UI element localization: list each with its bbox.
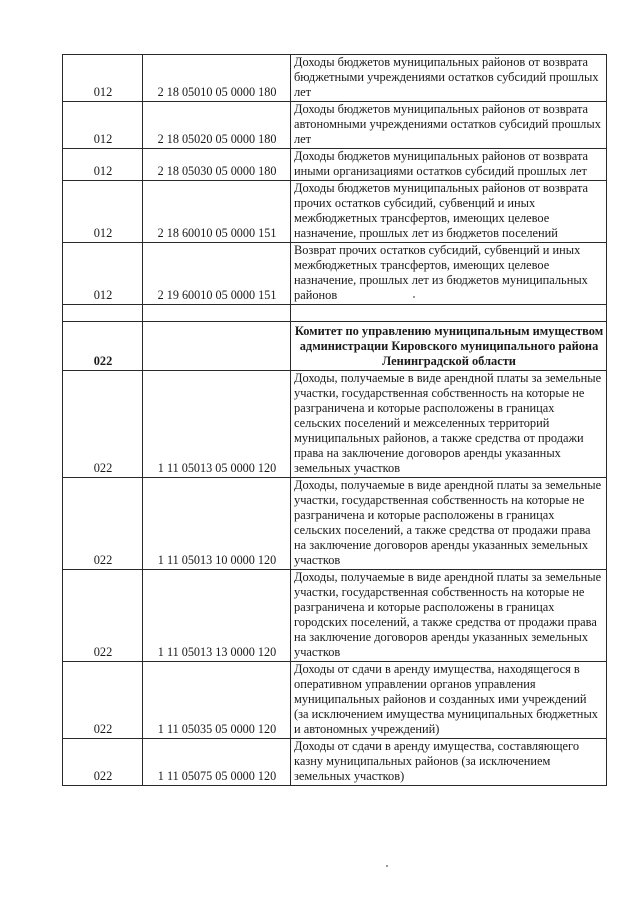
table-row <box>63 371 607 478</box>
admin-code-cell: 022 <box>63 371 143 478</box>
table-row <box>63 570 607 662</box>
section-header-row <box>63 322 607 371</box>
empty-row <box>63 305 607 322</box>
table-row <box>63 55 607 102</box>
table-row <box>63 662 607 739</box>
revenue-name-cell: Доходы бюджетов муниципальных районов от возврата автономными учреждениями остатков субсидий прошлых лет <box>291 102 607 149</box>
admin-code-cell: 012 <box>63 243 143 305</box>
admin-code-cell: 022 <box>63 478 143 570</box>
admin-code-cell: 022 <box>63 739 143 786</box>
kbk-code-cell: 1 11 05013 05 0000 120 <box>143 371 291 478</box>
table-row <box>63 102 607 149</box>
section-title: Комитет по управлению муниципальным имуществом администрации Кировского муниципального района Ленинградской области <box>291 322 607 371</box>
empty-cell <box>291 305 607 322</box>
admin-code-cell: 012 <box>63 149 143 181</box>
admin-code-cell: 012 <box>63 55 143 102</box>
table-row <box>63 739 607 786</box>
table-row <box>63 181 607 243</box>
kbk-code-cell: 2 18 05010 05 0000 180 <box>143 55 291 102</box>
revenue-name-cell: Доходы бюджетов муниципальных районов от возврата иными организациями остатков субсидий прошлых лет <box>291 149 607 181</box>
table-row <box>63 243 607 305</box>
kbk-code-cell: 2 18 60010 05 0000 151 <box>143 181 291 243</box>
admin-code-cell: 012 <box>63 181 143 243</box>
kbk-code-cell: 2 18 05020 05 0000 180 <box>143 102 291 149</box>
admin-code-cell: 022 <box>63 662 143 739</box>
revenue-codes-table <box>62 54 607 786</box>
kbk-code-cell: 2 18 05030 05 0000 180 <box>143 149 291 181</box>
revenue-name-cell: Доходы, получаемые в виде арендной платы за земельные участки, государственная собственность на которые не разграничена и которые расположены в границах городских поселений, а также средства от продажи права на заключение договоров аренды указанных земельных участков <box>291 570 607 662</box>
revenue-name-cell: Доходы бюджетов муниципальных районов от возврата прочих остатков субсидий, субвенций и иных межбюджетных трансфертов, имеющих целевое назначение, прошлых лет из бюджетов поселений <box>291 181 607 243</box>
scan-speck <box>386 865 388 867</box>
revenue-name-cell: Доходы бюджетов муниципальных районов от возврата бюджетными учреждениями остатков субсидий прошлых лет <box>291 55 607 102</box>
kbk-code-cell: 2 19 60010 05 0000 151 <box>143 243 291 305</box>
empty-cell <box>63 305 143 322</box>
section-code-cell <box>143 322 291 371</box>
revenue-name-cell: Доходы, получаемые в виде арендной платы за земельные участки, государственная собственность на которые не разграничена и которые расположены в границах сельских поселений и межселенных территорий муниципальных районов, а также средства от продажи права на заключение договоров аренды указанных земельных участков <box>291 371 607 478</box>
admin-code-cell: 012 <box>63 102 143 149</box>
table-row <box>63 478 607 570</box>
revenue-name-cell: Доходы от сдачи в аренду имущества, составляющего казну муниципальных районов (за исключением земельных участков) <box>291 739 607 786</box>
section-admin-code: 022 <box>63 322 143 371</box>
kbk-code-cell: 1 11 05013 10 0000 120 <box>143 478 291 570</box>
kbk-code-cell: 1 11 05075 05 0000 120 <box>143 739 291 786</box>
kbk-code-cell: 1 11 05013 13 0000 120 <box>143 570 291 662</box>
scan-speck <box>413 296 415 298</box>
revenue-name-cell: Доходы от сдачи в аренду имущества, находящегося в оперативном управлении органов управления муниципальных районов и созданных ими учреждений (за исключением имущества муниципальных бюджетных и автономных учреждений) <box>291 662 607 739</box>
revenue-name-cell: Доходы, получаемые в виде арендной платы за земельные участки, государственная собственность на которые не разграничена и которые расположены в границах сельских поселений, а также средства от продажи права на заключение договоров аренды указанных земельных участков <box>291 478 607 570</box>
kbk-code-cell: 1 11 05035 05 0000 120 <box>143 662 291 739</box>
revenue-name-cell: Возврат прочих остатков субсидий, субвенций и иных межбюджетных трансфертов, имеющих целевое назначение, прошлых лет из бюджетов муниципальных районов <box>291 243 607 305</box>
table-row <box>63 149 607 181</box>
empty-cell <box>143 305 291 322</box>
admin-code-cell: 022 <box>63 570 143 662</box>
